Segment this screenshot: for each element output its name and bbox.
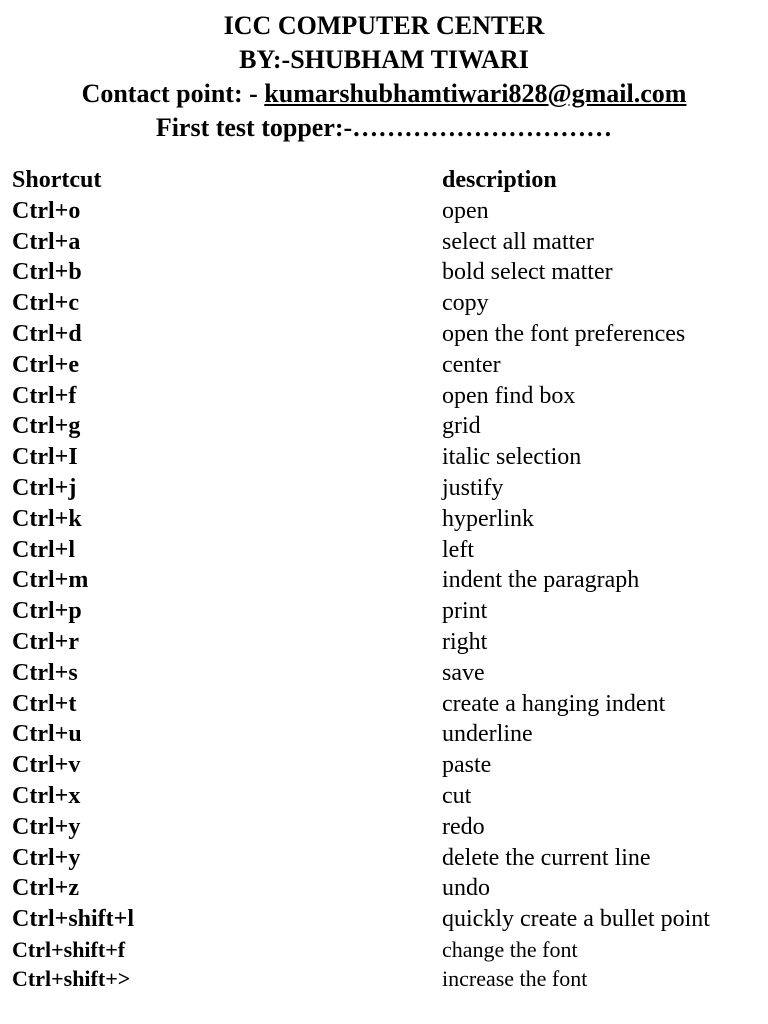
table-row	[12, 535, 752, 566]
shortcut-table	[12, 165, 752, 993]
shortcut-key: Ctrl+s	[12, 659, 78, 686]
shortcut-description: increase the font	[442, 965, 588, 991]
table-row	[12, 904, 752, 935]
shortcut-key: Ctrl+e	[12, 351, 79, 378]
shortcut-key: Ctrl+shift+>	[12, 965, 131, 991]
shortcut-key: Ctrl+p	[12, 598, 82, 625]
table-row	[12, 935, 752, 964]
shortcut-description: undo	[442, 875, 490, 902]
shortcut-key: Ctrl+u	[12, 721, 82, 748]
table-header-row	[12, 165, 752, 196]
shortcut-description: hyperlink	[442, 505, 534, 532]
topper-line: First test topper:-…………………………	[155, 113, 613, 142]
shortcut-key: Ctrl+y	[12, 813, 81, 840]
shortcut-key: Ctrl+d	[12, 320, 82, 347]
table-row	[12, 381, 752, 412]
contact-line	[0, 77, 768, 111]
shortcut-description: indent the paragraph	[442, 567, 640, 594]
shortcut-description: open the font preferences	[442, 320, 686, 347]
table-row	[12, 596, 752, 627]
shortcut-description: underline	[442, 721, 533, 748]
table-row	[12, 843, 752, 874]
shortcut-key: Ctrl+r	[12, 628, 79, 655]
shortcut-description: grid	[442, 413, 481, 440]
document-header	[0, 9, 768, 145]
table-row	[12, 473, 752, 504]
shortcut-description: right	[442, 628, 488, 655]
shortcut-key: Ctrl+l	[12, 536, 75, 563]
shortcut-key: Ctrl+a	[12, 228, 81, 255]
column-header-description: description	[442, 167, 557, 193]
table-row	[12, 689, 752, 720]
table-row	[12, 411, 752, 442]
shortcut-description: justify	[442, 474, 504, 501]
contact-label: Contact point: -	[81, 79, 265, 108]
shortcut-description: print	[442, 598, 488, 625]
table-row	[12, 442, 752, 473]
table-row	[12, 658, 752, 689]
shortcut-description: create a hanging indent	[442, 690, 666, 717]
contact-email-link[interactable]: kumarshubhamtiwari828@gmail.com	[264, 79, 687, 108]
table-row	[12, 565, 752, 596]
shortcut-key: Ctrl+b	[12, 259, 82, 286]
table-row	[12, 196, 752, 227]
table-row	[12, 812, 752, 843]
shortcut-key: Ctrl+c	[12, 290, 79, 317]
shortcut-description: left	[442, 536, 474, 563]
shortcut-key: Ctrl+v	[12, 752, 81, 779]
shortcut-description: copy	[442, 290, 489, 317]
shortcut-description: paste	[442, 752, 492, 779]
shortcut-key: Ctrl+f	[12, 382, 77, 409]
shortcut-description: delete the current line	[442, 844, 651, 871]
table-row	[12, 257, 752, 288]
shortcut-key: Ctrl+z	[12, 875, 79, 902]
shortcut-description: italic selection	[442, 444, 582, 471]
table-row	[12, 750, 752, 781]
shortcut-key: Ctrl+j	[12, 474, 77, 501]
shortcut-description: save	[442, 659, 485, 686]
shortcut-key: Ctrl+o	[12, 197, 81, 224]
table-row	[12, 319, 752, 350]
shortcut-description: center	[442, 351, 501, 378]
shortcut-key: Ctrl+g	[12, 413, 81, 440]
shortcut-key: Ctrl+k	[12, 505, 82, 532]
shortcut-key: Ctrl+m	[12, 567, 89, 594]
table-row	[12, 719, 752, 750]
shortcut-key: Ctrl+shift+f	[12, 936, 126, 962]
table-row	[12, 227, 752, 258]
shortcut-description: open find box	[442, 382, 576, 409]
shortcut-description: quickly create a bullet point	[442, 906, 710, 933]
shortcut-key: Ctrl+shift+l	[12, 906, 135, 933]
column-header-shortcut: Shortcut	[12, 167, 102, 193]
shortcut-description: open	[442, 197, 489, 224]
shortcut-key: Ctrl+y	[12, 844, 81, 871]
table-row	[12, 781, 752, 812]
author-line: BY:-SHUBHAM TIWARI	[239, 45, 529, 74]
document-title: ICC COMPUTER CENTER	[223, 11, 545, 40]
shortcut-description: cut	[442, 782, 472, 809]
table-row	[12, 288, 752, 319]
shortcut-key: Ctrl+I	[12, 444, 78, 471]
shortcut-key: Ctrl+t	[12, 690, 77, 717]
shortcut-description: bold select matter	[442, 259, 613, 286]
table-row	[12, 504, 752, 535]
shortcut-key: Ctrl+x	[12, 782, 81, 809]
table-row	[12, 873, 752, 904]
table-row	[12, 627, 752, 658]
table-row	[12, 964, 752, 993]
shortcut-description: redo	[442, 813, 485, 840]
shortcut-description: select all matter	[442, 228, 594, 255]
shortcut-description: change the font	[442, 936, 578, 962]
table-row	[12, 350, 752, 381]
